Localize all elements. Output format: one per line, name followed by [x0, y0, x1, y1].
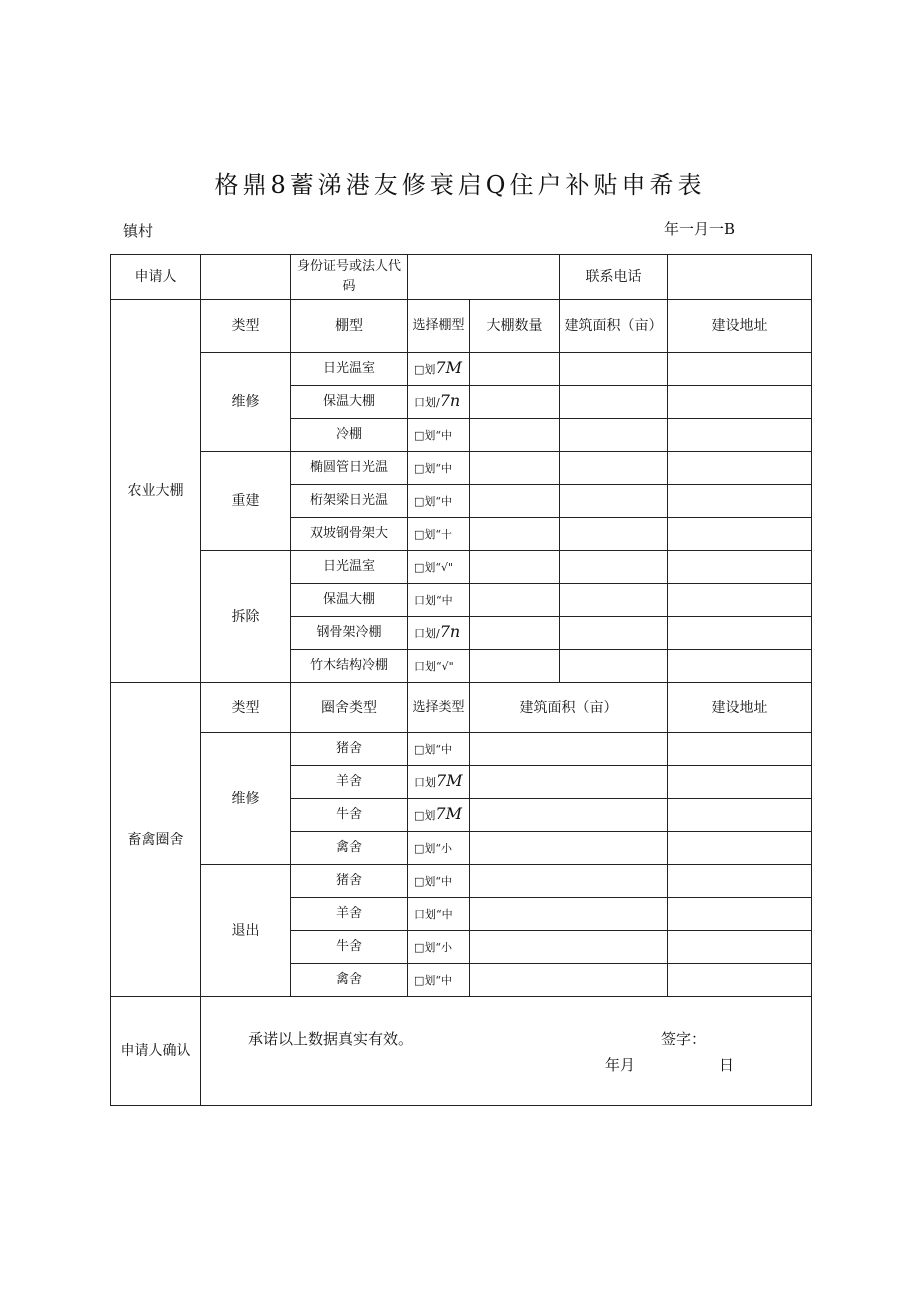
gh-select-checkbox[interactable]	[408, 617, 470, 650]
checkbox-text: □划“中	[414, 875, 453, 888]
gh-address-input[interactable]	[668, 650, 812, 683]
signature-label: 签字：	[661, 1030, 707, 1048]
gh-shed-type-label: 双坡钢骨架大	[291, 518, 408, 551]
checkbox-text: 口划/	[414, 627, 440, 640]
ls-area-input[interactable]	[470, 964, 668, 997]
gh-count-input[interactable]	[470, 485, 560, 518]
gh-area-input[interactable]	[560, 419, 668, 452]
ls-pen-type-label: 羊舍	[291, 766, 408, 799]
gh-address-input[interactable]	[668, 353, 812, 386]
subsidy-application-table	[110, 254, 812, 1106]
ls-area-input[interactable]	[470, 832, 668, 865]
gh-address-input[interactable]	[668, 518, 812, 551]
gh-select-checkbox[interactable]	[408, 518, 470, 551]
gh-select-checkbox[interactable]	[408, 485, 470, 518]
ls-select-checkbox[interactable]	[408, 898, 470, 931]
checkbox-text: 口划“中	[414, 908, 453, 921]
ls-header-address: 建设地址	[668, 683, 812, 733]
id-number-input[interactable]	[408, 255, 560, 300]
ls-address-input[interactable]	[668, 931, 812, 964]
gh-area-input[interactable]	[560, 386, 668, 419]
gh-group-label: 拆除	[201, 551, 291, 683]
check-mark: 7M	[436, 771, 463, 790]
checkbox-text: □划“中	[414, 462, 453, 475]
gh-header-select: 选择棚型	[408, 300, 470, 353]
gh-shed-type-label: 椭圆管日光温	[291, 452, 408, 485]
gh-group-label: 维修	[201, 353, 291, 452]
checkbox-text: 口划“√"	[414, 660, 454, 673]
ls-area-input[interactable]	[470, 898, 668, 931]
gh-area-input[interactable]	[560, 485, 668, 518]
ls-pen-type-label: 猪舍	[291, 733, 408, 766]
id-number-label: 身份证号或法人代码	[291, 255, 408, 300]
gh-address-input[interactable]	[668, 452, 812, 485]
ls-group-label: 退出	[201, 865, 291, 997]
gh-group-label: 重建	[201, 452, 291, 551]
ls-pen-type-label: 羊舍	[291, 898, 408, 931]
gh-shed-type-label: 钢骨架冷棚	[291, 617, 408, 650]
gh-shed-type-label: 冷棚	[291, 419, 408, 452]
check-mark: 7n	[439, 391, 461, 410]
ls-address-input[interactable]	[668, 766, 812, 799]
checkbox-text: □划	[414, 809, 436, 822]
ls-select-checkbox[interactable]	[408, 931, 470, 964]
applicant-name-input[interactable]	[201, 255, 291, 300]
checkbox-text: 口划/	[414, 396, 440, 409]
ls-select-checkbox[interactable]	[408, 865, 470, 898]
ls-area-input[interactable]	[470, 799, 668, 832]
checkbox-text: □划“中	[414, 974, 453, 987]
checkbox-text: □划“小	[414, 842, 453, 855]
livestock-section-label: 畜禽圈舍	[111, 683, 201, 997]
applicant-label: 申请人	[111, 255, 201, 300]
ls-header-area: 建筑面积（亩）	[470, 683, 668, 733]
date-label: 年一月一B	[664, 220, 736, 238]
gh-count-input[interactable]	[470, 584, 560, 617]
gh-area-input[interactable]	[560, 584, 668, 617]
gh-address-input[interactable]	[668, 485, 812, 518]
phone-label: 联系电话	[560, 255, 668, 300]
ls-select-checkbox[interactable]	[408, 733, 470, 766]
gh-count-input[interactable]	[470, 617, 560, 650]
gh-shed-type-label: 日光温室	[291, 353, 408, 386]
promise-text: 承诺以上数据真实有效。	[248, 1030, 414, 1048]
checkbox-text: □划“中	[414, 495, 453, 508]
gh-address-input[interactable]	[668, 386, 812, 419]
checkbox-text: □划“十	[414, 528, 453, 541]
gh-count-input[interactable]	[470, 650, 560, 683]
checkbox-text: 口划“中	[414, 594, 453, 607]
gh-area-input[interactable]	[560, 353, 668, 386]
gh-area-input[interactable]	[560, 518, 668, 551]
gh-shed-type-label: 竹木结构冷棚	[291, 650, 408, 683]
checkbox-text: □划“中	[414, 743, 453, 756]
gh-header-type: 类型	[201, 300, 291, 353]
phone-input[interactable]	[668, 255, 812, 300]
gh-select-checkbox[interactable]	[408, 386, 470, 419]
check-mark: 7M	[435, 358, 462, 377]
ls-address-input[interactable]	[668, 865, 812, 898]
confirm-area	[201, 997, 812, 1106]
checkbox-text: 口划	[414, 776, 436, 789]
gh-count-input[interactable]	[470, 386, 560, 419]
ls-header-pen-type: 圈舍类型	[291, 683, 408, 733]
form-title: 格鼎8蓄涕港友修衰启Q住户补贴申希表	[214, 171, 706, 199]
ls-pen-type-label: 牛舍	[291, 931, 408, 964]
ls-address-input[interactable]	[668, 964, 812, 997]
gh-select-checkbox[interactable]	[408, 650, 470, 683]
town-village-label: 镇村	[123, 222, 154, 240]
ls-pen-type-label: 禽舍	[291, 832, 408, 865]
gh-area-input[interactable]	[560, 617, 668, 650]
gh-area-input[interactable]	[560, 452, 668, 485]
gh-count-input[interactable]	[470, 551, 560, 584]
ls-header-select: 选择类型	[408, 683, 470, 733]
check-mark: 7n	[439, 622, 461, 641]
greenhouse-section-label: 农业大棚	[111, 300, 201, 683]
ls-address-input[interactable]	[668, 832, 812, 865]
ls-header-type: 类型	[201, 683, 291, 733]
checkbox-text: □划“中	[414, 429, 453, 442]
gh-shed-type-label: 桁架梁日光温	[291, 485, 408, 518]
gh-header-address: 建设地址	[668, 300, 812, 353]
gh-select-checkbox[interactable]	[408, 419, 470, 452]
gh-address-input[interactable]	[668, 617, 812, 650]
gh-address-input[interactable]	[668, 551, 812, 584]
ls-area-input[interactable]	[470, 865, 668, 898]
ls-address-input[interactable]	[668, 898, 812, 931]
checkbox-text: □划“√"	[414, 561, 454, 574]
gh-shed-type-label: 保温大棚	[291, 386, 408, 419]
ls-pen-type-label: 猪舍	[291, 865, 408, 898]
ls-select-checkbox[interactable]	[408, 799, 470, 832]
gh-count-input[interactable]	[470, 452, 560, 485]
ls-area-input[interactable]	[470, 931, 668, 964]
gh-select-checkbox[interactable]	[408, 584, 470, 617]
ls-address-input[interactable]	[668, 733, 812, 766]
gh-count-input[interactable]	[470, 518, 560, 551]
gh-shed-type-label: 日光温室	[291, 551, 408, 584]
gh-area-input[interactable]	[560, 650, 668, 683]
gh-header-area: 建筑面积（亩）	[560, 300, 668, 353]
ls-area-input[interactable]	[470, 766, 668, 799]
gh-address-input[interactable]	[668, 584, 812, 617]
ls-group-label: 维修	[201, 733, 291, 865]
gh-address-input[interactable]	[668, 419, 812, 452]
day-label: 日	[719, 1056, 735, 1074]
gh-header-count: 大棚数量	[470, 300, 560, 353]
year-month-label: 年月	[605, 1056, 636, 1074]
gh-count-input[interactable]	[470, 353, 560, 386]
ls-area-input[interactable]	[470, 733, 668, 766]
gh-count-input[interactable]	[470, 419, 560, 452]
ls-pen-type-label: 牛舍	[291, 799, 408, 832]
ls-select-checkbox[interactable]	[408, 766, 470, 799]
gh-header-shed-type: 棚型	[291, 300, 408, 353]
ls-pen-type-label: 禽舍	[291, 964, 408, 997]
ls-select-checkbox[interactable]	[408, 964, 470, 997]
gh-select-checkbox[interactable]	[408, 452, 470, 485]
ls-select-checkbox[interactable]	[408, 832, 470, 865]
gh-select-checkbox[interactable]	[408, 551, 470, 584]
gh-shed-type-label: 保温大棚	[291, 584, 408, 617]
check-mark: 7M	[435, 804, 462, 823]
checkbox-text: □划	[414, 363, 436, 376]
confirm-label: 申请人确认	[111, 997, 201, 1106]
ls-address-input[interactable]	[668, 799, 812, 832]
gh-select-checkbox[interactable]	[408, 353, 470, 386]
checkbox-text: □划“小	[414, 941, 453, 954]
gh-area-input[interactable]	[560, 551, 668, 584]
